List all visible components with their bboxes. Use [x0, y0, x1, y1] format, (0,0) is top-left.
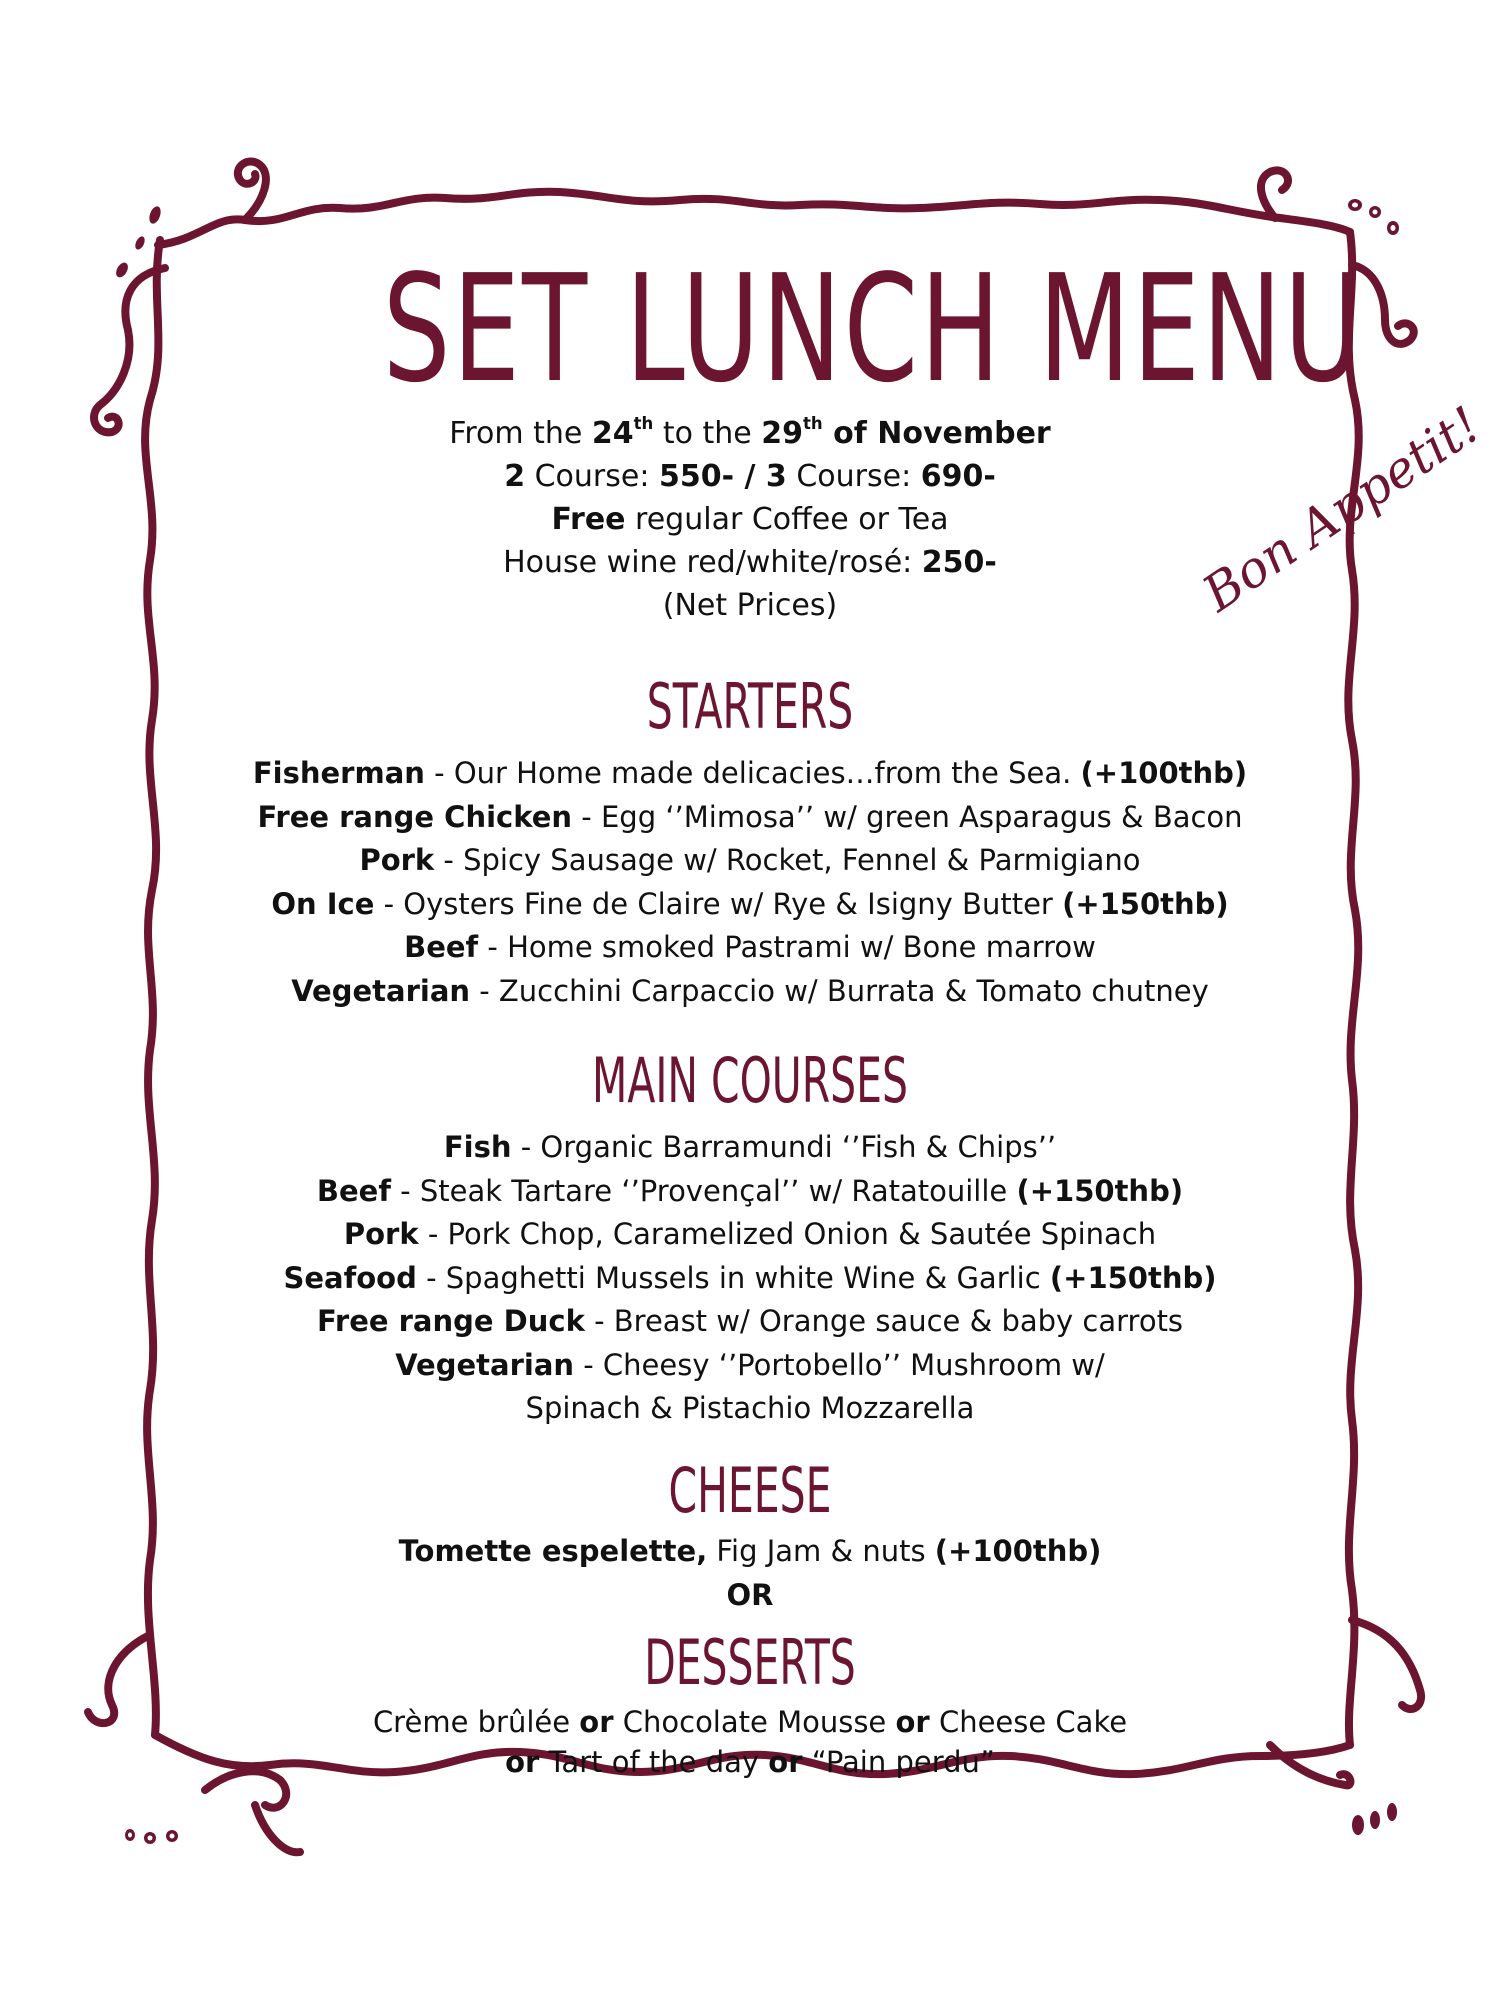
end-day-suffix: th [803, 413, 823, 433]
two-course-price: 550- / [659, 459, 766, 494]
list-item: Pork - Spicy Sausage w/ Rocket, Fennel & Parmigiano [359, 843, 1141, 877]
wine-price-value: 250- [921, 545, 997, 580]
desserts-list [200, 1702, 1300, 1782]
month: of November [822, 416, 1051, 451]
course-label: Course: [525, 459, 659, 494]
course-label: Course: [786, 459, 921, 494]
free-label: Free [551, 502, 626, 537]
list-item: Free range Chicken - Egg ‘’Mimosa’’ w/ green Asparagus & Bacon [257, 799, 1243, 834]
desserts-heading: DESSERTS [644, 1626, 856, 1699]
three-course-count: 3 [765, 459, 787, 494]
list-item: Vegetarian - Cheesy ‘’Portobello’’ Mushroom w/ Spinach & Pistachio Mozzarella [395, 1347, 1105, 1425]
cheese-heading: CHEESE [668, 1454, 832, 1527]
or-separator: OR [726, 1577, 774, 1612]
list-item: On Ice - Oysters Fine de Claire w/ Rye & Isigny Butter (+150thb) [271, 886, 1229, 921]
date-to-label: to the [653, 416, 762, 451]
cheese-section [200, 1530, 1300, 1617]
starters-heading: STARTERS [646, 670, 854, 743]
list-item: Beef - Steak Tartare ‘’Provençal’’ w/ Ratatouille (+150thb) [316, 1173, 1184, 1208]
list-item: Free range Duck - Breast w/ Orange sauce & baby carrots [316, 1304, 1184, 1338]
start-day-suffix: th [633, 413, 654, 433]
wine-price [240, 541, 1260, 584]
list-item: Beef - Home smoked Pastrami w/ Bone marrow [404, 930, 1096, 964]
list-item: Pork - Pork Chop, Caramelized Onion & Sautée Spinach [343, 1217, 1157, 1251]
start-day: 24 [591, 416, 634, 451]
date-from-label: From the [449, 416, 592, 451]
coffee-note [240, 498, 1260, 541]
list-item: Vegetarian - Zucchini Carpaccio w/ Burrata & Tomato chutney [291, 973, 1209, 1008]
coffee-text: regular Coffee or Tea [625, 502, 949, 537]
cheese-item: Tomette espelette, Fig Jam & nuts (+100thb) [398, 1534, 1102, 1568]
wine-text: House wine red/white/rosé: [503, 545, 922, 580]
list-item: Seafood - Spaghetti Mussels in white Wine & Garlic (+150thb) [283, 1260, 1217, 1295]
end-day: 29 [761, 416, 804, 451]
dessert-line-1: Crème brûlée or Chocolate Mousse or Cheese Cake [372, 1705, 1128, 1739]
two-course-count: 2 [504, 459, 526, 494]
net-prices-note: (Net Prices) [662, 588, 838, 623]
date-range [240, 412, 1260, 455]
menu-info [240, 412, 1260, 627]
course-prices [240, 455, 1260, 498]
bon-appetit-script: Bon Appetit! [1192, 395, 1492, 623]
dessert-line-2: or Tart of the day or “Pain perdu” [505, 1745, 995, 1779]
three-course-price: 690- [920, 459, 996, 494]
list-item: Fisherman - Our Home made delicacies…from the Sea. (+100thb) [252, 756, 1248, 790]
starters-list [200, 752, 1300, 1013]
menu-title: SET LUNCH MENU [382, 243, 1365, 415]
main-courses-heading: MAIN COURSES [592, 1044, 908, 1117]
list-item: Fish - Organic Barramundi ‘’Fish & Chips’’ [443, 1130, 1057, 1164]
main-courses-list [200, 1126, 1300, 1431]
